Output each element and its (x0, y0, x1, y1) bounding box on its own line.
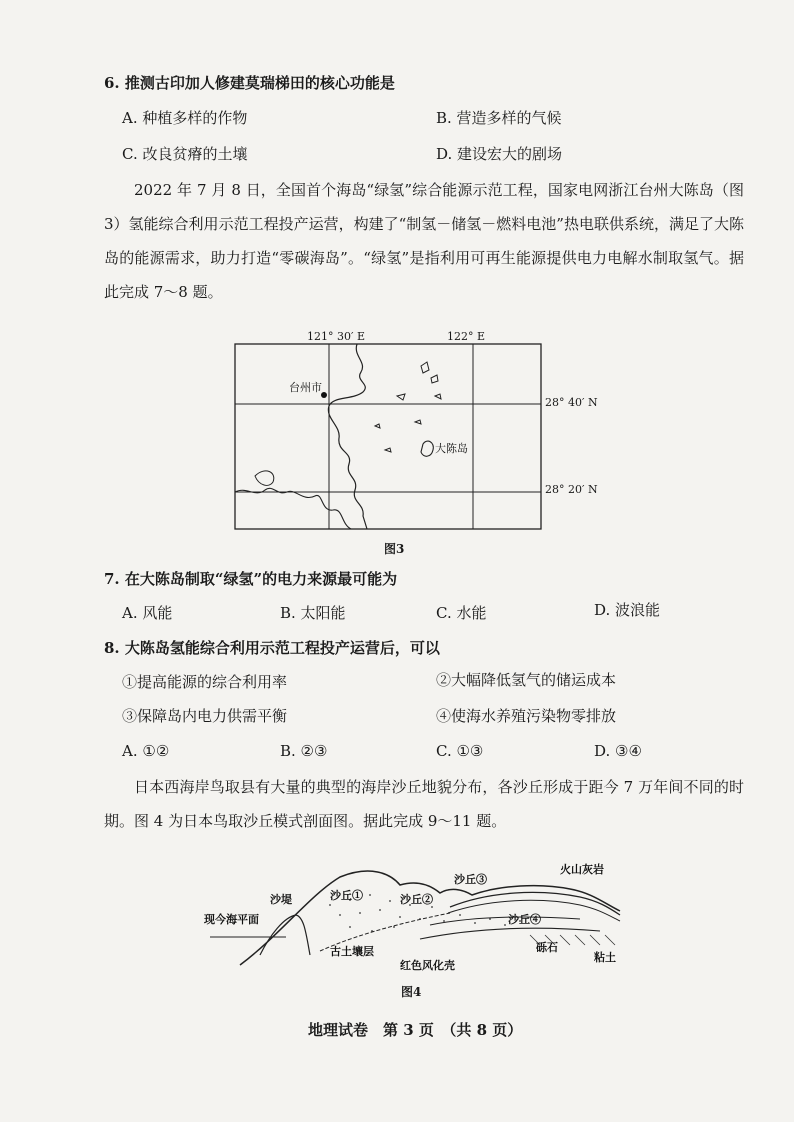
q8-stem: 8. 大陈岛氢能综合利用示范工程投产运营后，可以 (104, 639, 440, 657)
label-paleosol: 古土壤层 (330, 945, 374, 958)
lon-label-2: 122° E (447, 330, 486, 343)
figure-3-caption: 图3 (384, 542, 405, 556)
q8-item-2: ②大幅降低氢气的储运成本 (436, 671, 617, 689)
island-label: 大陈岛 (435, 442, 468, 455)
dachen-island-shape (421, 441, 433, 456)
label-clay: 粘土 (594, 951, 616, 964)
label-dune-3: 沙丘③ (454, 873, 487, 886)
city-label: 台州市 (289, 381, 322, 394)
label-red-crust: 红色风化壳 (400, 959, 455, 972)
q6-stem: 6. 推测古印加人修建莫瑞梯田的核心功能是 (104, 74, 395, 92)
label-sea: 现今海平面 (204, 913, 259, 926)
q6-option-d: D. 建设宏大的剧场 (436, 145, 563, 163)
q7-option-a: A. 风能 (122, 604, 173, 622)
q8-item-1: ①提高能源的综合利用率 (122, 673, 288, 691)
figure-4-dune-profile (200, 855, 640, 975)
passage-dunes: 日本西海岸鸟取县有大量的典型的海岸沙丘地貌分布，各沙丘形成于距今 7 万年间不同的时期。图 4 为日本鸟取沙丘模式剖面图。据此完成 9～11 题。 (104, 778, 744, 830)
lat-label-1: 28° 40′ N (545, 396, 598, 409)
q8-option-a: A. ①② (122, 742, 170, 760)
label-gravel: 砾石 (536, 941, 558, 954)
q8-option-b: B. ②③ (280, 742, 328, 760)
q7-option-b: B. 太阳能 (280, 604, 346, 622)
q7-option-d: D. 波浪能 (594, 601, 661, 619)
figure-3-map (225, 326, 645, 536)
label-dune-2: 沙丘② (400, 893, 433, 906)
lat-label-2: 28° 20′ N (545, 483, 598, 496)
q8-item-3: ③保障岛内电力供需平衡 (122, 707, 288, 725)
q6-option-c: C. 改良贫瘠的土壤 (122, 145, 248, 163)
q8-item-4: ④使海水养殖污染物零排放 (436, 707, 617, 725)
q6-option-a: A. 种植多样的作物 (122, 109, 248, 127)
label-volcanic: 火山灰岩 (560, 863, 604, 876)
lon-label-1: 121° 30′ E (307, 330, 366, 343)
q8-option-c: C. ①③ (436, 742, 484, 760)
q8-option-d: D. ③④ (594, 742, 642, 760)
figure-4-caption: 图4 (401, 985, 422, 999)
label-dike: 沙堤 (270, 893, 292, 906)
q7-stem: 7. 在大陈岛制取“绿氢”的电力来源最可能为 (104, 570, 398, 588)
label-dune-1: 沙丘① (330, 889, 363, 902)
label-dune-4: 沙丘④ (508, 913, 541, 926)
passage-hydrogen: 2022 年 7 月 8 日，全国首个海岛“绿氢”综合能源示范工程，国家电网浙江台州大陈岛（图 3）氢能综合利用示范工程投产运营，构建了“制氢－储氢－燃料电池”热电联供系统，满足了大陈岛的能源需求，助力打造“零碳海岛”。“绿氢”是指利用可再生能源提供电力电解水制取氢气。据此完成 7～8 题。 (104, 181, 744, 301)
q6-option-b: B. 营造多样的气候 (436, 109, 562, 127)
q7-option-c: C. 水能 (436, 604, 487, 622)
page-footer: 地理试卷 第 3 页 （共 8 页） (308, 1021, 523, 1039)
